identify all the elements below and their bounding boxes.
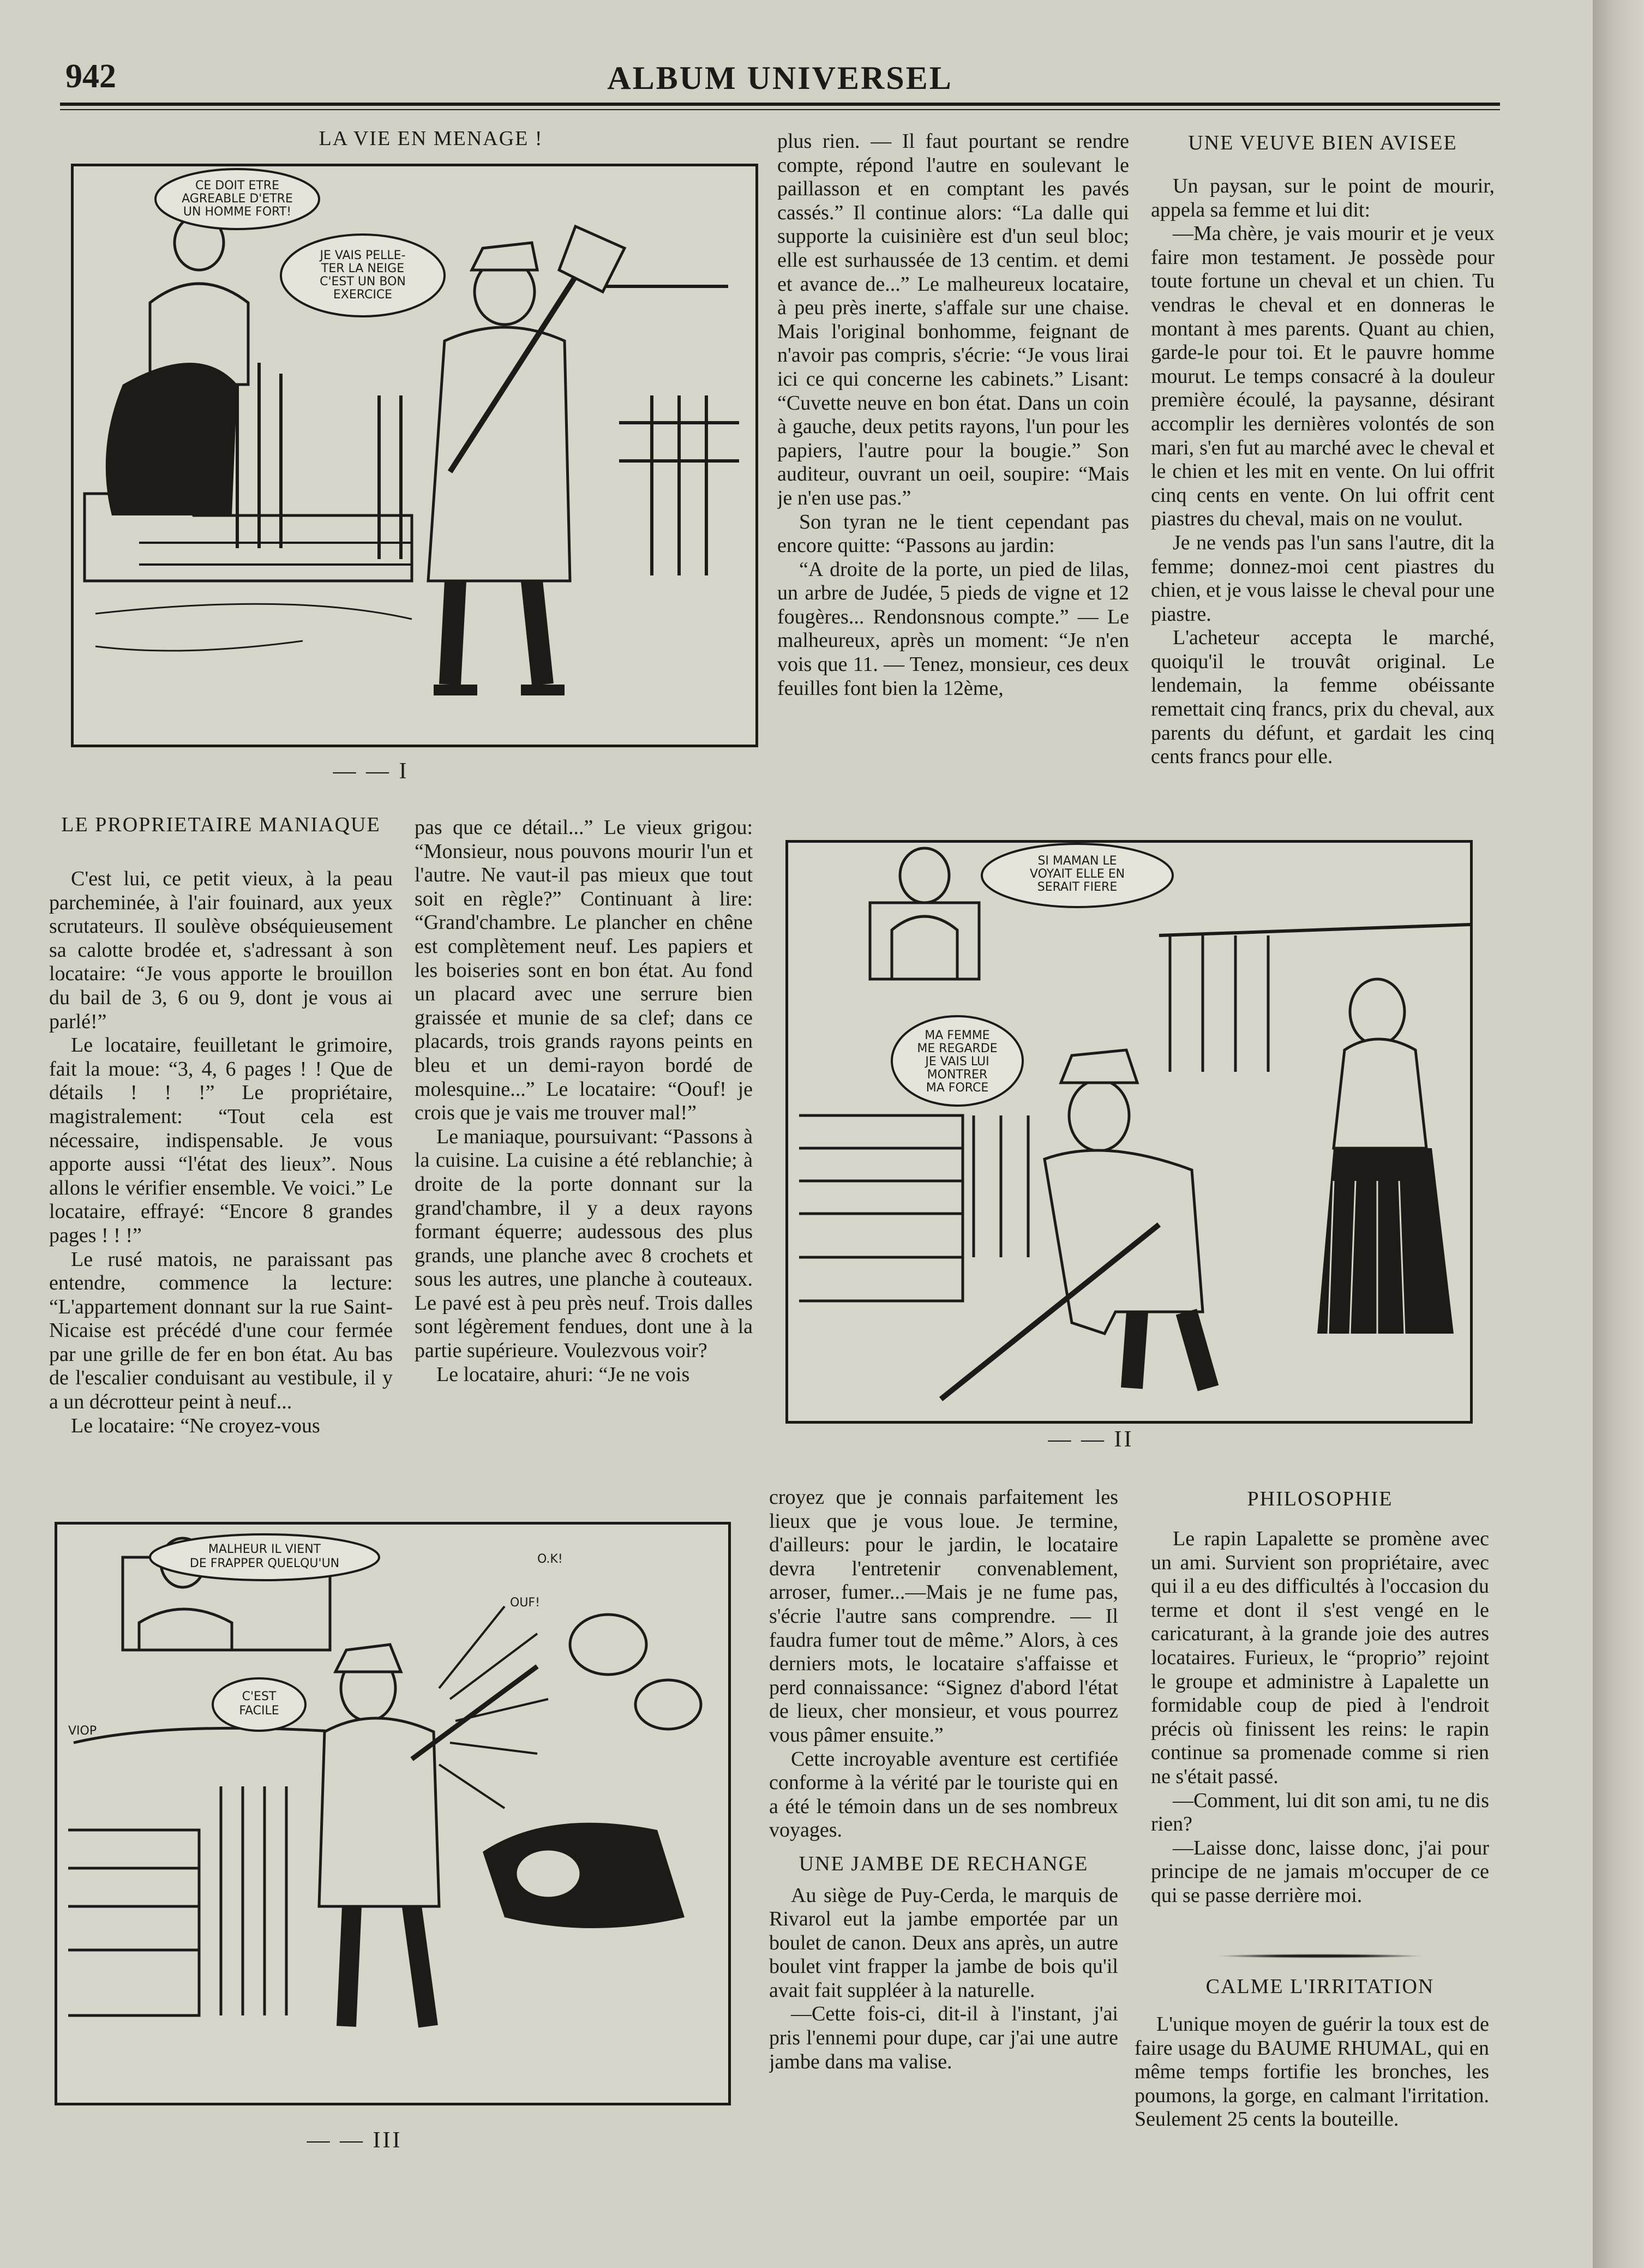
- comic-title: LA VIE EN MENAGE !: [319, 127, 543, 150]
- panel-2-mother-bubble-line: VOYAIT ELLE EN: [1029, 867, 1125, 881]
- panel-1-wife-bubble-line: UN HOMME FORT!: [183, 205, 292, 219]
- panel-1-man-bubble-line: C'EST UN BON: [320, 275, 406, 289]
- panel-1-wife-bubble-line: AGREABLE D'ETRE: [182, 192, 293, 206]
- panel-2-illustration: [788, 843, 1470, 1421]
- panel-2-man-bubble-line: JE VAIS LUI: [925, 1055, 989, 1069]
- article-paragraph: Le rusé matois, ne paraissant pas entendre, commence la lecture: “L'appartement donnant sur la rue Saint-Nicaise est précédé d'une cour fermée par une grille de fer en bon état. Au bas de l'escalier conduisant au vestibule, il y a un décrotteur peint à neuf...: [49, 1247, 393, 1414]
- article-paragraph: Cette incroyable aventure est certifiée conforme à la vérité par le touriste qui en a été le témoin dans un de ses nombreux voyages.: [769, 1747, 1118, 1842]
- section-divider-ornament: [1216, 1954, 1424, 1958]
- panel-3-man-bubble-line: C'EST: [242, 1690, 277, 1703]
- article-heading-philosophie: PHILOSOPHIE: [1247, 1487, 1393, 1510]
- panel-3-illustration: [57, 1525, 728, 2103]
- panel-3-top-bubble-line: MALHEUR IL VIENT: [208, 1543, 321, 1556]
- article-heading-veuve: UNE VEUVE BIEN AVISEE: [1188, 131, 1457, 154]
- page-header: [60, 57, 1500, 106]
- article-paragraph: C'est lui, ce petit vieux, à la peau parcheminée, à l'air fouinard, aux yeux scrutateurs. Il soulève obséquieusement sa calotte brodée et, s'adressant à son locataire: “Je vous apporte le brouillon du bail de 3, 6 ou 9, dont je vous ai parlé!”: [49, 867, 393, 1033]
- article-column-4-philosophie: [1151, 1527, 1489, 1942]
- panel-3-sound-effect: VIOP: [68, 1724, 97, 1738]
- panel-2-man-bubble-line: MONTRER: [927, 1068, 988, 1082]
- article-paragraph: plus rien. — Il faut pourtant se rendre compte, répond l'autre en soulevant le paillasson et en comptant les pavés cassés.” Il continue alors: “La dalle qui supporte la cuisinière est d'un seul bloc; elle est surhaussée de 13 centim. et demi et avance de...” Le malheureux locataire, à peu près inerte, s'affale sur une chaise. Mais l'original bonhomme, feignant de n'avoir pas compris, s'écrie: “Je vous lirai ici ce qui concerne les cabinets.” Lisant: “Cuvette neuve en bon état. Dans un coin à gauche, deux petits rayons, l'un pour les papiers, l'autre pour la bougie.” Son auditeur, ouvrant un oeil, soupire: “Mais je n'en use pas.”: [777, 130, 1129, 509]
- article-column-4-calme: [1135, 2013, 1489, 2176]
- panel-2-man-bubble-line: MA FEMME: [925, 1029, 990, 1042]
- panel-2-man-bubble-line: ME REGARDE: [917, 1042, 998, 1055]
- article-paragraph: “A droite de la porte, un pied de lilas, un arbre de Judée, 5 pieds de vigne et 12 fougères... Rendonsnous compte.” — Le malheureux, après un moment: “Je n'en vois que 11. — Tenez, monsieur, ces deux feuilles font bien la 12ème,: [777, 557, 1129, 700]
- panel-1-man-bubble-line: JE VAIS PELLE-: [320, 249, 406, 262]
- panel-1-caption: — — I: [333, 759, 409, 784]
- panel-1-illustration: [74, 166, 755, 745]
- article-paragraph: Le locataire, feuilletant le grimoire, fait la moue: “3, 4, 6 pages ! ! Que de détails ! ! !” Le propriétaire, magistralement: “Tout cela est nécessaire, indispensable. Je vous apporte aussi “l'état des lieux”. Nous allons le vérifier ensemble. Ve voici.” Le locataire, effrayé: “Encore 8 grandes pages ! ! !”: [49, 1034, 393, 1247]
- panel-3-top-bubble-line: DE FRAPPER QUELQU'UN: [189, 1557, 340, 1570]
- panel-3-sound-effect: OUF!: [510, 1596, 540, 1610]
- panel-2-man-bubble-line: MA FORCE: [926, 1081, 989, 1095]
- article-paragraph: croyez que je connais parfaitement les lieux que je vous loue. Je termine, d'ailleurs: pour le jardin, le locataire devra l'entretenir convenablement, arroser, fumer...—Mais je ne fume pas, s'écrie l'autre sans comprendre. — Il faudra fumer tout de même.” Alors, à ces derniers mots, le locataire s'affaisse et perd connaissance: “Signez d'abord l'état de lieux, cher monsieur, et vous pourrez vous pâmer ensuite.”: [769, 1486, 1118, 1747]
- article-paragraph: —Laisse donc, laisse donc, j'ai pour principe de ne jamais m'occuper de ce qui se passe derrière moi.: [1151, 1836, 1489, 1907]
- publication-title: ALBUM UNIVERSEL: [607, 60, 953, 96]
- header-rule-thick: [60, 103, 1500, 106]
- panel-3-caption: — — III: [307, 2128, 403, 2153]
- article-heading-calme: CALME L'IRRITATION: [1205, 1975, 1435, 1998]
- panel-1-man-bubble-line: EXERCICE: [333, 288, 393, 302]
- comic-panel-1: [71, 164, 758, 747]
- article-paragraph: Au siège de Puy-Cerda, le marquis de Rivarol eut la jambe emportée par un boulet de canon. Deux ans après, un autre boulet vint frapper la jambe de bois qu'il avait fait suppléer à la naturelle.: [769, 1883, 1118, 2002]
- panel-2-mother-bubble-line: SERAIT FIERE: [1037, 880, 1118, 894]
- article-column-1: [49, 867, 393, 1489]
- article-paragraph: Le maniaque, poursuivant: “Passons à la cuisine. La cuisine a été reblanchie; à droite de la porte donnant sur la grand'chambre, il y a deux rayons formant équerre; audessous des plus grands, une planche avec 8 crochets et sous les autres, une planche à couteaux. Le pavé est à peu près neuf. Trois dalles sont légèrement fendues, dont une à la partie supérieure. Voulezvous voir?: [415, 1125, 753, 1363]
- panel-1-wife-bubble-line: CE DOIT ETRE: [195, 179, 279, 193]
- article-paragraph: —Comment, lui dit son ami, tu ne dis rien?: [1151, 1789, 1489, 1836]
- article-column-3-bottom: [769, 1486, 1118, 2173]
- article-heading-jambe: UNE JAMBE DE RECHANGE: [799, 1852, 1089, 1875]
- panel-2-mother-bubble-line: SI MAMAN LE: [1037, 854, 1117, 868]
- article-column-4-top: [1151, 175, 1495, 815]
- panel-3-man-bubble-line: FACILE: [239, 1704, 279, 1718]
- article-paragraph: pas que ce détail...” Le vieux grigou: “Monsieur, nous pouvons mourir l'un et l'autre. Ne vaut-il pas mieux que tout soit en règle?” Continuant à lire: “Grand'chambre. Le plancher en chêne est complètement neuf. Les papiers et les boiseries sont en bon état. Au fond un placard avec une serrure bien graissée et munie de sa clef; dans ce placards, trois grands rayons peints en bleu et un demi-rayon bordé de molesquine...” Le locataire: “Oouf! je crois que je vais me trouver mal!”: [415, 816, 753, 1125]
- header-rule-thin: [60, 109, 1500, 110]
- article-paragraph: Le rapin Lapalette se promène avec un ami. Survient son propriétaire, avec qui il a eu des difficultés à l'occasion du terme et dont il s'est vengé en le caricaturant, à la grande joie des autres locataires. Furieux, le “proprio” rejoint le groupe et administre à Lapalette un formidable coup de pied à l'endroit précis où finissent les reins: le rapin continue sa promenade comme si rien ne s'était passé.: [1151, 1527, 1489, 1788]
- article-column-3-top: [777, 130, 1129, 814]
- article-paragraph: Un paysan, sur le point de mourir, appela sa femme et lui dit:: [1151, 175, 1495, 221]
- article-paragraph: Son tyran ne le tient cependant pas encore quitte: “Passons au jardin:: [777, 510, 1129, 557]
- page-number: 942: [65, 58, 116, 95]
- article-paragraph: Je ne vends pas l'un sans l'autre, dit la femme; donnez-moi cent piastres du chien, et je vous laisse le cheval pour une piastre.: [1151, 531, 1495, 626]
- article-heading-proprietaire: LE PROPRIETAIRE MANIAQUE: [61, 813, 381, 836]
- comic-panel-3: [55, 1522, 731, 2105]
- article-column-2: [415, 816, 753, 1492]
- page-binding-edge: [1593, 0, 1644, 2268]
- panel-2-caption: — — II: [1048, 1427, 1134, 1452]
- article-paragraph: —Ma chère, je vais mourir et je veux faire mon testament. Je possède pour toute fortune un cheval et un chien. Tu vendras le cheval et en donneras le montant à mes parents. Quant au chien, garde-le pour toi. Et le pauvre homme mourut. Le temps consacré à la douleur première écoulé, la paysanne, désirant accomplir les dernières volontés de son mari, s'en fut au marché avec le cheval et le chien et les mit en vente. On lui offrit cinq cents en vente. On lui offrit cent piastres du cheval, mais on ne voulut.: [1151, 222, 1495, 531]
- panel-1-man-bubble-line: TER LA NEIGE: [321, 262, 405, 275]
- panel-3-sound-effect: O.K!: [537, 1552, 563, 1566]
- comic-panel-2: [785, 840, 1473, 1424]
- article-paragraph: Le locataire: “Ne croyez-vous: [71, 1414, 320, 1437]
- article-paragraph: L'acheteur accepta le marché, quoiqu'il le trouvât original. Le lendemain, la femme obéissante remettait cinq francs, prix du cheval, aux parents du défunt, et gardait les cinq cents francs pour elle.: [1151, 626, 1495, 769]
- article-paragraph: L'unique moyen de guérir la toux est de faire usage du BAUME RHUMAL, qui en même temps fortifie les bronches, les poumons, la gorge, en calmant l'irritation. Seulement 25 cents la bouteille.: [1135, 2013, 1489, 2131]
- article-paragraph: —Cette fois-ci, dit-il à l'instant, j'ai pris l'ennemi pour dupe, car j'ai une autre jambe dans ma valise.: [769, 2002, 1118, 2073]
- article-paragraph: Le locataire, ahuri: “Je ne vois: [436, 1363, 690, 1386]
